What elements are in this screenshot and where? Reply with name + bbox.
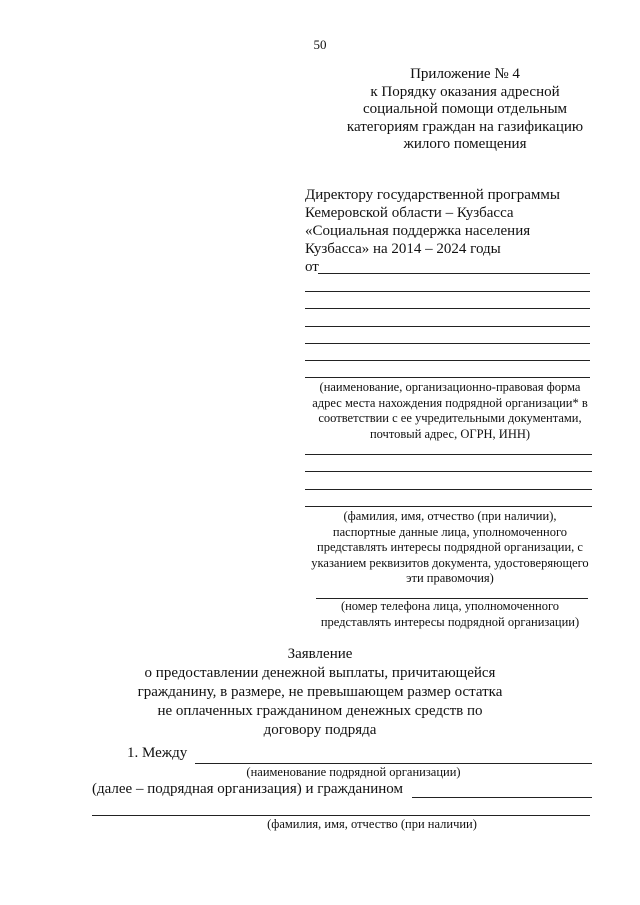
organization-hint <box>300 380 600 442</box>
hint-line: (номер телефона лица, уполномоченного <box>340 599 560 613</box>
hint-line: эти правомочия) <box>406 571 494 585</box>
statement-title <box>0 645 640 740</box>
organization-blank-line[interactable] <box>305 360 590 361</box>
phone-hint <box>300 599 600 630</box>
appendix-header <box>335 66 595 154</box>
contractor-blank-line[interactable] <box>195 763 592 764</box>
addressee-line: Кузбасса» на 2014 – 2024 годы <box>305 241 501 257</box>
appendix-line: жилого помещения <box>403 136 527 152</box>
addressee-block <box>305 186 595 276</box>
representative-blank-line[interactable] <box>305 506 592 507</box>
appendix-line: Приложение № 4 <box>410 66 520 82</box>
hint-line: (наименование, организационно-правовая форма <box>319 380 581 394</box>
hint-line: представлять интересы подрядной организации, с <box>317 540 583 554</box>
page-number: 50 <box>313 37 327 52</box>
hint-line: паспортные данные лица, уполномоченного <box>332 524 568 539</box>
hint-line: адрес места нахождения подрядной организации* в <box>312 395 588 410</box>
contractor-hint: (наименование подрядной организации) <box>246 765 461 779</box>
appendix-line: категориям граждан на газификацию <box>346 118 584 135</box>
addressee-line: «Социальная поддержка населения <box>305 223 531 239</box>
hint-line: соответствии с ее учредительными документами, <box>318 411 582 425</box>
representative-blank-line[interactable] <box>305 454 592 455</box>
clause-continuation: (далее – подрядная организация) и гражданином <box>92 781 403 797</box>
organization-blank-line[interactable] <box>305 308 590 309</box>
representative-blank-line[interactable] <box>305 489 592 490</box>
citizen-blank-line[interactable] <box>412 797 592 798</box>
citizen-hint: (фамилия, имя, отчество (при наличии) <box>267 817 477 831</box>
statement-line: гражданину, в размере, не превышающем размер остатка <box>137 684 503 700</box>
from-label: от <box>305 259 319 275</box>
addressee-line: Директору государственной программы <box>305 187 560 203</box>
organization-blank-line[interactable] <box>305 343 590 344</box>
organization-blank-line[interactable] <box>305 326 590 327</box>
representative-hint <box>300 509 600 587</box>
from-blank-line[interactable] <box>318 273 590 274</box>
representative-blank-line[interactable] <box>305 471 592 472</box>
appendix-line: социальной помощи отдельным <box>362 101 568 117</box>
statement-line: Заявление <box>287 646 353 662</box>
appendix-line: к Порядку оказания адресной <box>370 83 560 100</box>
statement-line: о предоставлении денежной выплаты, причитающейся <box>144 665 496 681</box>
statement-line: не оплаченных гражданином денежных средств по <box>157 703 483 719</box>
hint-line: представлять интересы подрядной организации) <box>320 614 580 629</box>
hint-line: почтовый адрес, ОГРН, ИНН) <box>369 426 531 441</box>
hint-line: (фамилия, имя, отчество (при наличии), <box>343 509 557 523</box>
addressee-line: Кемеровской области – Кузбасса <box>305 205 514 221</box>
organization-blank-line[interactable] <box>305 291 590 292</box>
statement-line: договору подряда <box>263 722 377 738</box>
citizen-fullname-line[interactable] <box>92 815 590 816</box>
hint-line: указанием реквизитов документа, удостоверяющего <box>311 555 589 570</box>
organization-blank-line[interactable] <box>305 377 590 378</box>
between-label: 1. Между <box>127 745 188 761</box>
